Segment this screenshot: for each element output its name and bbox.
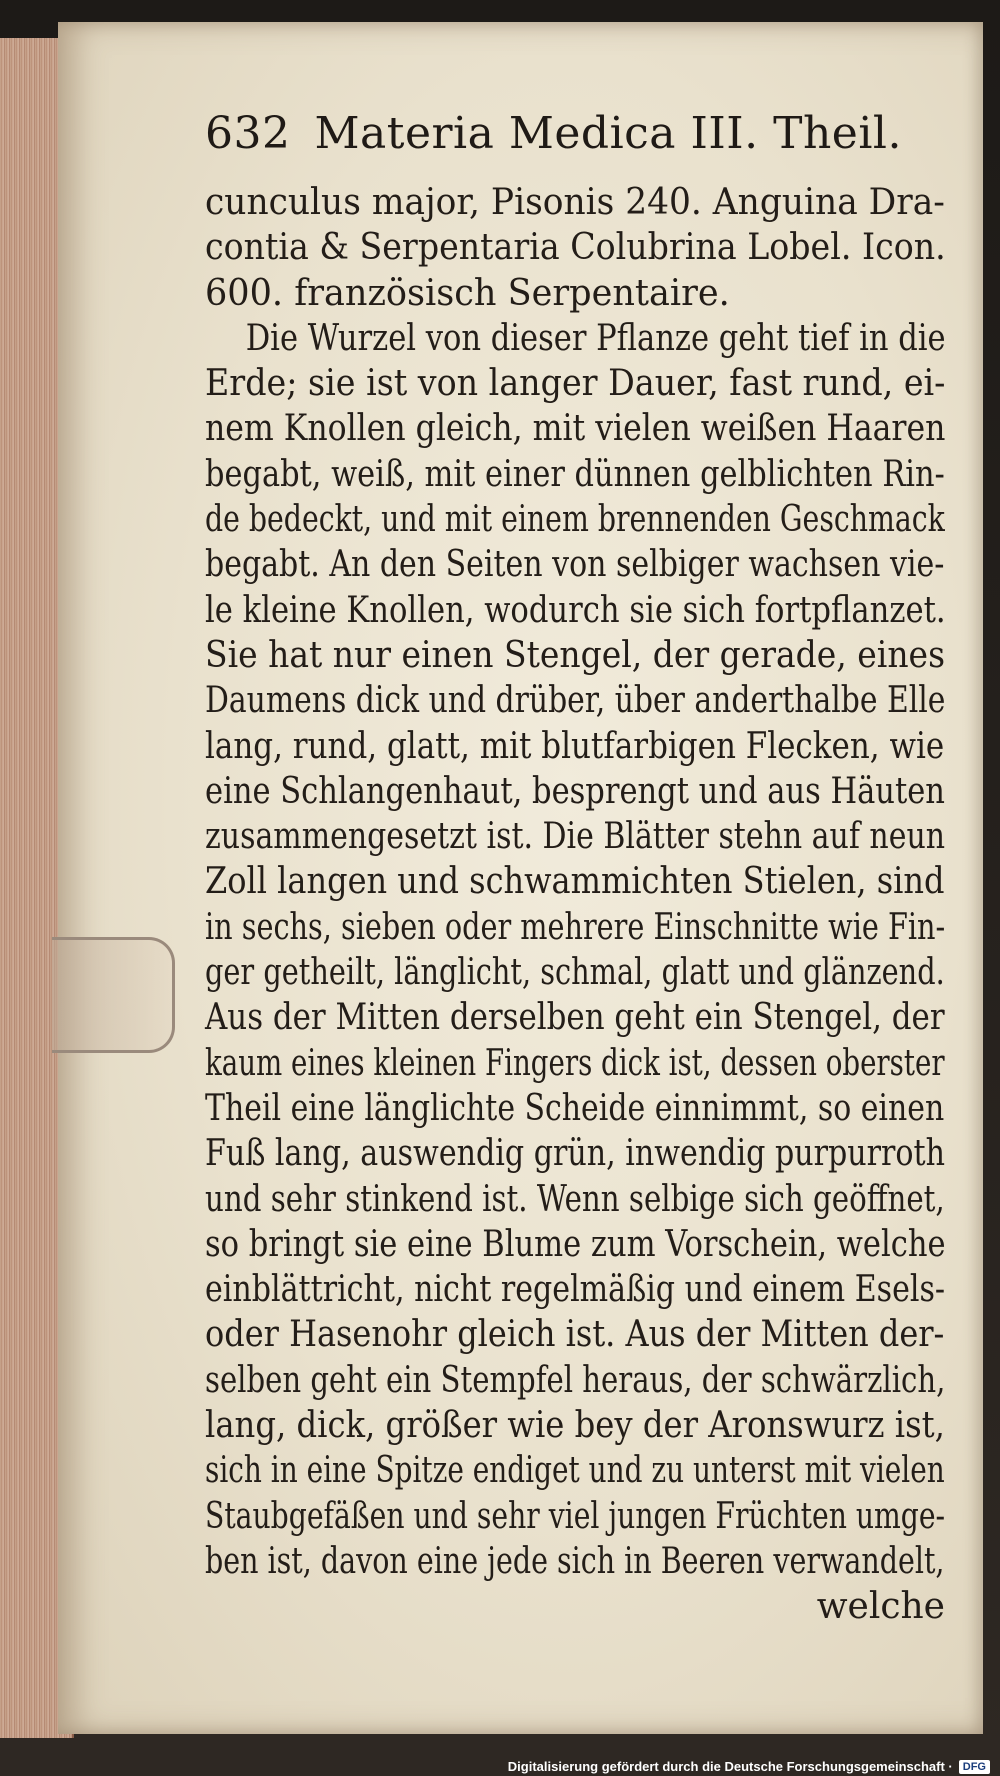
text-line: und sehr stinkend ist. Wenn selbige sich geöffnet, [205,1178,945,1220]
text-line: so bringt sie eine Blume zum Vorschein, welche [205,1223,946,1265]
text-line: begabt, weiß, mit einer dünnen gelblichten Rin- [205,453,945,495]
running-head [205,108,902,159]
text-line: Aus der Mitten derselben geht ein Stengel, der [205,997,945,1039]
funding-note: Digitalisierung gefördert durch die Deutsche Forschungsgemeinschaft · [507,1759,953,1774]
text-line: oder Hasenohr gleich ist. Aus der Mitten der- [205,1314,945,1356]
text-line: zusammengesetzt ist. Die Blätter stehn auf neun [205,816,946,858]
page-number: 632 [205,108,291,159]
catchword: welche [816,1586,945,1628]
text-line: contia & Serpentaria Colubrina Lobel. Icon. [205,227,946,269]
text-line: 600. französisch Serpentaire. [205,272,730,314]
text-line: in sechs, sieben oder mehrere Einschnitte wie Fin- [205,906,946,948]
text-line: de bedeckt, und mit einem brennenden Geschmack [205,499,945,541]
text-line: Theil eine länglichte Scheide einnimmt, so einen [205,1087,945,1129]
text-line: ben ist, davon eine jede sich in Beeren verwandelt, [205,1540,945,1582]
text-line: Erde; sie ist von langer Dauer, fast rund, ei- [205,363,946,405]
dfg-logo: DFG [959,1760,990,1774]
text-line: Staubgefäßen und sehr viel jungen Früchten umge- [205,1495,946,1537]
running-title: Materia Medica III. Theil. [314,108,902,159]
text-line: kaum eines kleinen Fingers dick ist, dessen oberster [205,1042,945,1084]
body-text [205,180,965,1630]
text-line: cunculus major, Pisonis 240. Anguina Dra- [205,182,945,223]
text-line: lang, rund, glatt, mit blutfarbigen Flecken, wie [205,725,945,767]
page-clip [52,937,175,1053]
text-line: Fuß lang, auswendig grün, inwendig purpurroth [205,1133,946,1175]
text-line: Zoll langen und schwammichten Stielen, sind [205,861,945,903]
text-line: sich in eine Spitze endiget und zu unterst mit vielen [205,1450,945,1492]
text-line: eine Schlangenhaut, besprengt und aus Häuten [205,770,945,812]
text-line: begabt. An den Seiten von selbiger wachsen vie- [205,544,945,586]
text-line: ger getheilt, länglicht, schmal, glatt und glänzend. [205,952,945,994]
text-line: nem Knollen gleich, mit vielen weißen Haaren [205,408,946,450]
text-line: lang, dick, größer wie bey der Aronswurz ist, [205,1405,945,1447]
text-line: einblättricht, nicht regelmäßig und einem Esels- [205,1269,946,1311]
text-line: selben geht ein Stempfel heraus, der schwärzlich, [205,1359,946,1401]
text-line: Sie hat nur einen Stengel, der gerade, eines [205,634,945,676]
text-line: Die Wurzel von dieser Pflanze geht tief in die [245,317,946,359]
text-line: le kleine Knollen, wodurch sie sich fortpflanzet. [205,589,946,631]
text-line: Daumens dick und drüber, über anderthalbe Elle [205,680,946,722]
digitization-footer [508,1759,990,1774]
